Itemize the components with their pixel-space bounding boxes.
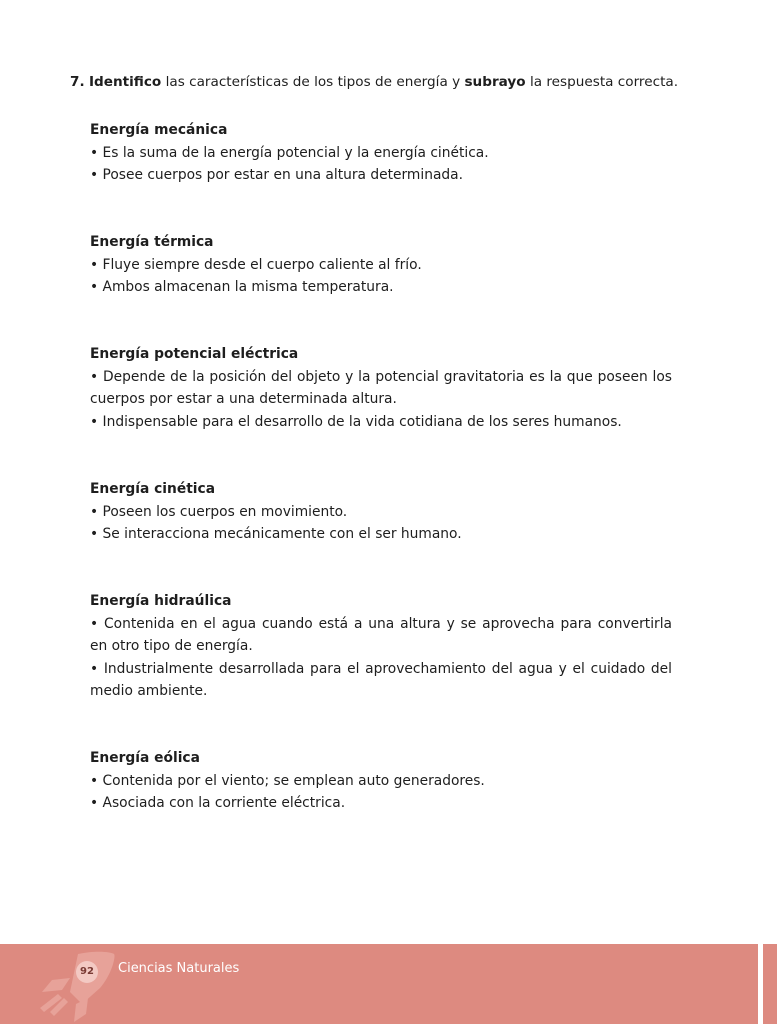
section-mecanica (90, 119, 672, 187)
section-title: Energía eólica (90, 750, 200, 766)
section-title: Energía mecánica (90, 122, 228, 138)
list-item[interactable]: • Fluye siempre desde el cuerpo caliente al frío. (90, 256, 422, 273)
list-item[interactable]: • Es la suma de la energía potencial y la energía cinética. (90, 144, 489, 161)
list-item[interactable]: • Contenida por el viento; se emplean auto generadores. (90, 772, 485, 789)
page-number: 92 (76, 961, 98, 983)
section-title: Energía hidraúlica (90, 593, 232, 609)
subject-label: Ciencias Naturales (118, 961, 240, 976)
section-title: Energía potencial eléctrica (90, 346, 299, 362)
list-item[interactable]: • Asociada con la corriente eléctrica. (90, 795, 346, 811)
list-item[interactable]: • Posee cuerpos por estar en una altura determinada. (90, 167, 464, 183)
question-text-2: la respuesta correcta. (525, 74, 679, 90)
list-item[interactable]: • Depende de la posición del objeto y la potencial gravitatoria es la que poseen los cuerpos por estar a una determinada altura. (90, 368, 672, 407)
list-item[interactable]: • Indispensable para el desarrollo de la vida cotidiana de los seres humanos. (90, 413, 622, 430)
list-item[interactable]: • Se interacciona mecánicamente con el ser humano. (90, 526, 462, 542)
question-verb-identifico: Identifico (88, 74, 162, 90)
section-termica (90, 231, 672, 299)
question-verb-subrayo: subrayo (464, 74, 526, 90)
section-cinetica (90, 478, 672, 546)
rocket-icon (30, 948, 130, 1024)
section-title: Energía cinética (90, 481, 216, 497)
section-hidraulica (90, 590, 672, 703)
list-item[interactable]: • Ambos almacenan la misma temperatura. (90, 279, 394, 295)
list-item[interactable]: • Poseen los cuerpos en movimiento. (90, 503, 348, 520)
footer-edge-strip (763, 944, 777, 1024)
list-item[interactable]: • Contenida en el agua cuando está a una altura y se aprovecha para convertirla en otro tipo de energía. (90, 615, 672, 654)
question-number: 7. (70, 74, 85, 90)
list-item[interactable]: • Industrialmente desarrollada para el aprovechamiento del agua y el cuidado del medio ambiente. (90, 660, 672, 699)
question-text-1: las características de los tipos de energía y (161, 74, 465, 90)
question-prompt (70, 71, 710, 93)
section-title: Energía térmica (90, 234, 214, 250)
section-eolica (90, 747, 672, 815)
section-potencial-electrica (90, 343, 672, 433)
